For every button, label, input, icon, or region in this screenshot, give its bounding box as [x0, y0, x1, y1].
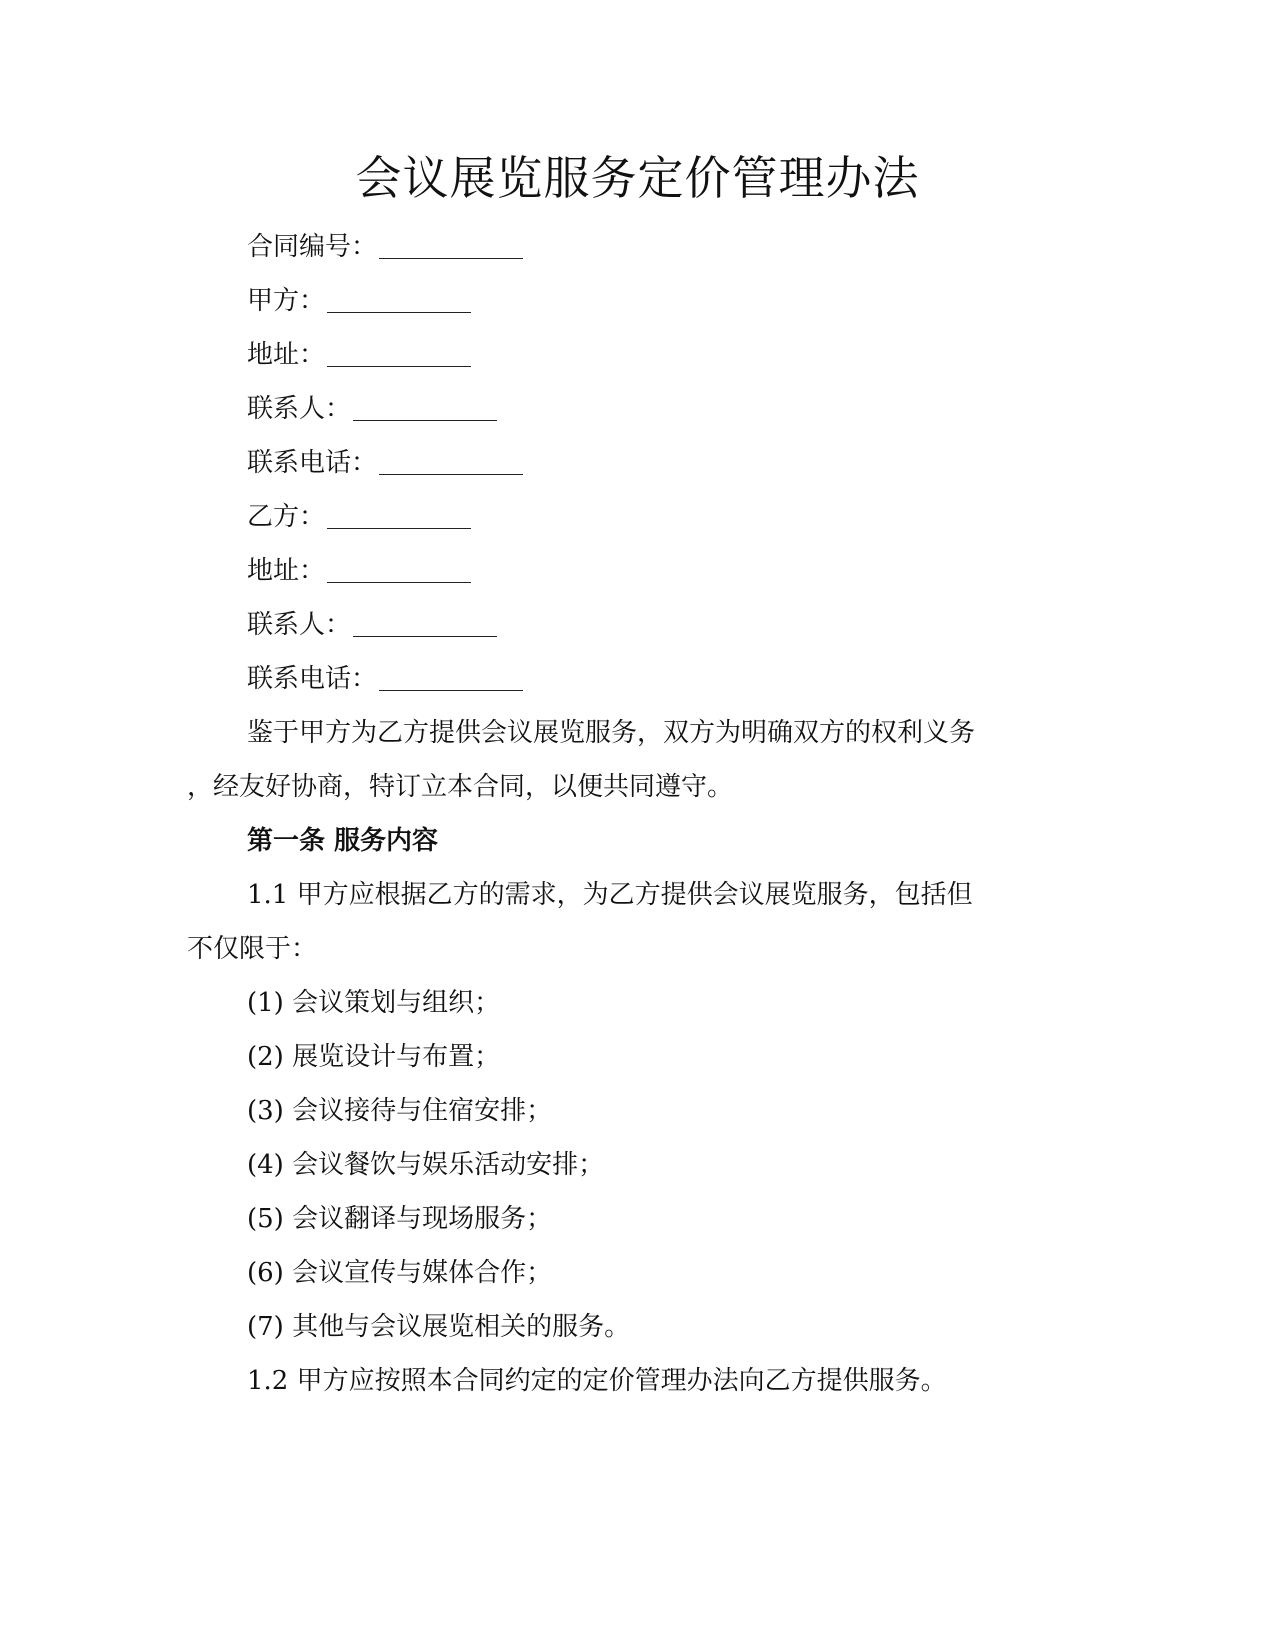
clause-1-1-line-1: 1.1 甲方应根据乙方的需求，为乙方提供会议展览服务，包括但 [247, 880, 973, 910]
field-party-b-address [247, 554, 471, 588]
field-party-a-phone [247, 446, 523, 480]
field-party-b-phone [247, 662, 523, 696]
article-1-heading: 第一条 服务内容 [247, 826, 439, 856]
field-label: 联系人： [247, 394, 352, 424]
blank-line [353, 400, 497, 421]
list-item: (5) 会议翻译与现场服务； [247, 1204, 553, 1234]
list-item: (2) 展览设计与布置； [247, 1042, 501, 1072]
field-label: 联系电话： [247, 448, 378, 478]
field-label: 地址： [247, 556, 326, 586]
list-item: (4) 会议餐饮与娱乐活动安排； [247, 1150, 605, 1180]
blank-line [379, 454, 523, 475]
blank-line [379, 670, 523, 691]
list-item: (7) 其他与会议展览相关的服务。 [247, 1312, 631, 1342]
field-label: 地址： [247, 340, 326, 370]
clause-1-1-line-2: 不仅限于： [187, 934, 318, 964]
field-party-b [247, 500, 471, 534]
clause-1-2: 1.2 甲方应按照本合同约定的定价管理办法向乙方提供服务。 [247, 1366, 947, 1396]
list-item: (1) 会议策划与组织； [247, 988, 501, 1018]
preamble-line-2: ，经友好协商，特订立本合同，以便共同遵守。 [187, 772, 734, 802]
list-item: (3) 会议接待与住宿安排； [247, 1096, 553, 1126]
field-party-a [247, 284, 471, 318]
field-label: 合同编号： [247, 232, 378, 262]
field-party-b-contact [247, 608, 497, 642]
field-label: 乙方： [247, 502, 326, 532]
blank-line [327, 346, 471, 367]
blank-line [327, 562, 471, 583]
list-item: (6) 会议宣传与媒体合作； [247, 1258, 553, 1288]
document-title: 会议展览服务定价管理办法 [355, 151, 920, 205]
blank-line [379, 238, 523, 259]
field-label: 联系人： [247, 610, 352, 640]
blank-line [327, 292, 471, 313]
field-party-a-contact [247, 392, 497, 426]
field-party-a-address [247, 338, 471, 372]
blank-line [327, 508, 471, 529]
blank-line [353, 616, 497, 637]
field-label: 甲方： [247, 286, 326, 316]
field-label: 联系电话： [247, 664, 378, 694]
field-contract-number [247, 230, 523, 264]
preamble-line-1: 鉴于甲方为乙方提供会议展览服务，双方为明确双方的权利义务 [247, 718, 976, 748]
